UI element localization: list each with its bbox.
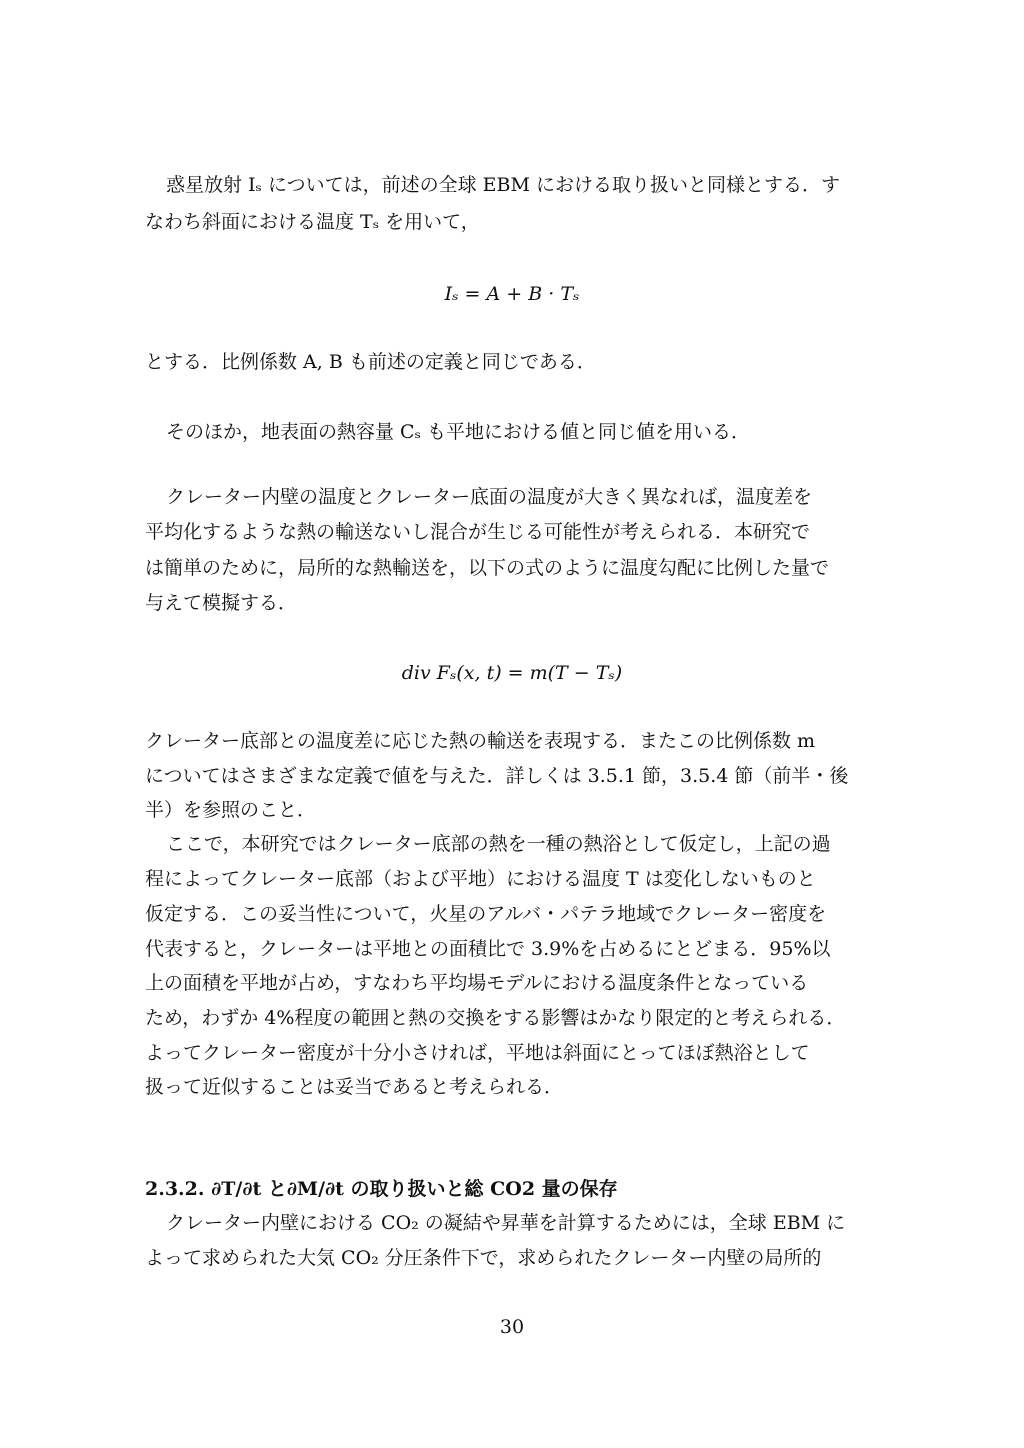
paragraph-line: 与えて模擬する． xyxy=(145,592,298,614)
page-number: 30 xyxy=(499,1316,525,1338)
paragraph-line: 上の面積を平地が占め，すなわち平均場モデルにおける温度条件となっている xyxy=(145,972,809,994)
paragraph-line: とする．比例係数 A, B も前述の定義と同じである． xyxy=(145,351,596,373)
paragraph-line: よって求められた大気 CO₂ 分圧条件下で，求められたクレーター内壁の局所的 xyxy=(145,1247,822,1269)
paragraph-line: 半）を参照のこと． xyxy=(145,799,317,821)
paragraph-line: クレーター内壁における CO₂ の凝結や昇華を計算するためには，全球 EBM に xyxy=(166,1212,846,1234)
paragraph-line: なわち斜面における温度 Tₛ を用いて， xyxy=(145,211,480,233)
paragraph-line: ここで，本研究ではクレーター底部の熱を一種の熱浴として仮定し，上記の過 xyxy=(166,833,831,855)
paragraph-line: よってクレーター密度が十分小さければ，平地は斜面にとってほぼ熱浴として xyxy=(145,1042,810,1064)
paragraph-line: ため，わずか 4%程度の範囲と熱の交換をする影響はかなり限定的と考えられる． xyxy=(145,1007,846,1029)
paragraph-line: そのほか，地表面の熱容量 Cₛ も平地における値と同じ値を用いる． xyxy=(166,421,751,443)
paragraph-line: 仮定する．この妥当性について，火星のアルバ・パテラ地域でクレーター密度を xyxy=(145,903,827,925)
equation: div Fₛ(x, t) = m(T − Tₛ) xyxy=(401,662,623,684)
paragraph-line: についてはさまざまな定義で値を与えた．詳しくは 3.5.1 節，3.5.4 節（前半・後 xyxy=(145,765,849,787)
paragraph-line: 惑星放射 Iₛ については，前述の全球 EBM における取り扱いと同様とする．す xyxy=(166,174,840,196)
paragraph-line: クレーター内壁の温度とクレーター底面の温度が大きく異なれば，温度差を xyxy=(166,486,813,508)
paragraph-line: 平均化するような熱の輸送ないし混合が生じる可能性が考えられる．本研究で xyxy=(145,521,811,543)
section-heading: 2.3.2. ∂T/∂t と∂M/∂t の取り扱いと総 CO2 量の保存 xyxy=(145,1178,618,1200)
paragraph-line: は簡単のために，局所的な熱輸送を，以下の式のように温度勾配に比例した量で xyxy=(145,557,830,579)
equation: Iₛ = A + B · Tₛ xyxy=(444,283,580,305)
paragraph-line: 扱って近似することは妥当であると考えられる． xyxy=(145,1076,564,1098)
paragraph-line: クレーター底部との温度差に応じた熱の輸送を表現する．またこの比例係数 m xyxy=(145,730,816,752)
paragraph-line: 代表すると，クレーターは平地との面積比で 3.9%を占めるにとどまる．95%以 xyxy=(145,938,831,960)
paragraph-line: 程によってクレーター底部（および平地）における温度 T は変化しないものと xyxy=(145,868,816,890)
